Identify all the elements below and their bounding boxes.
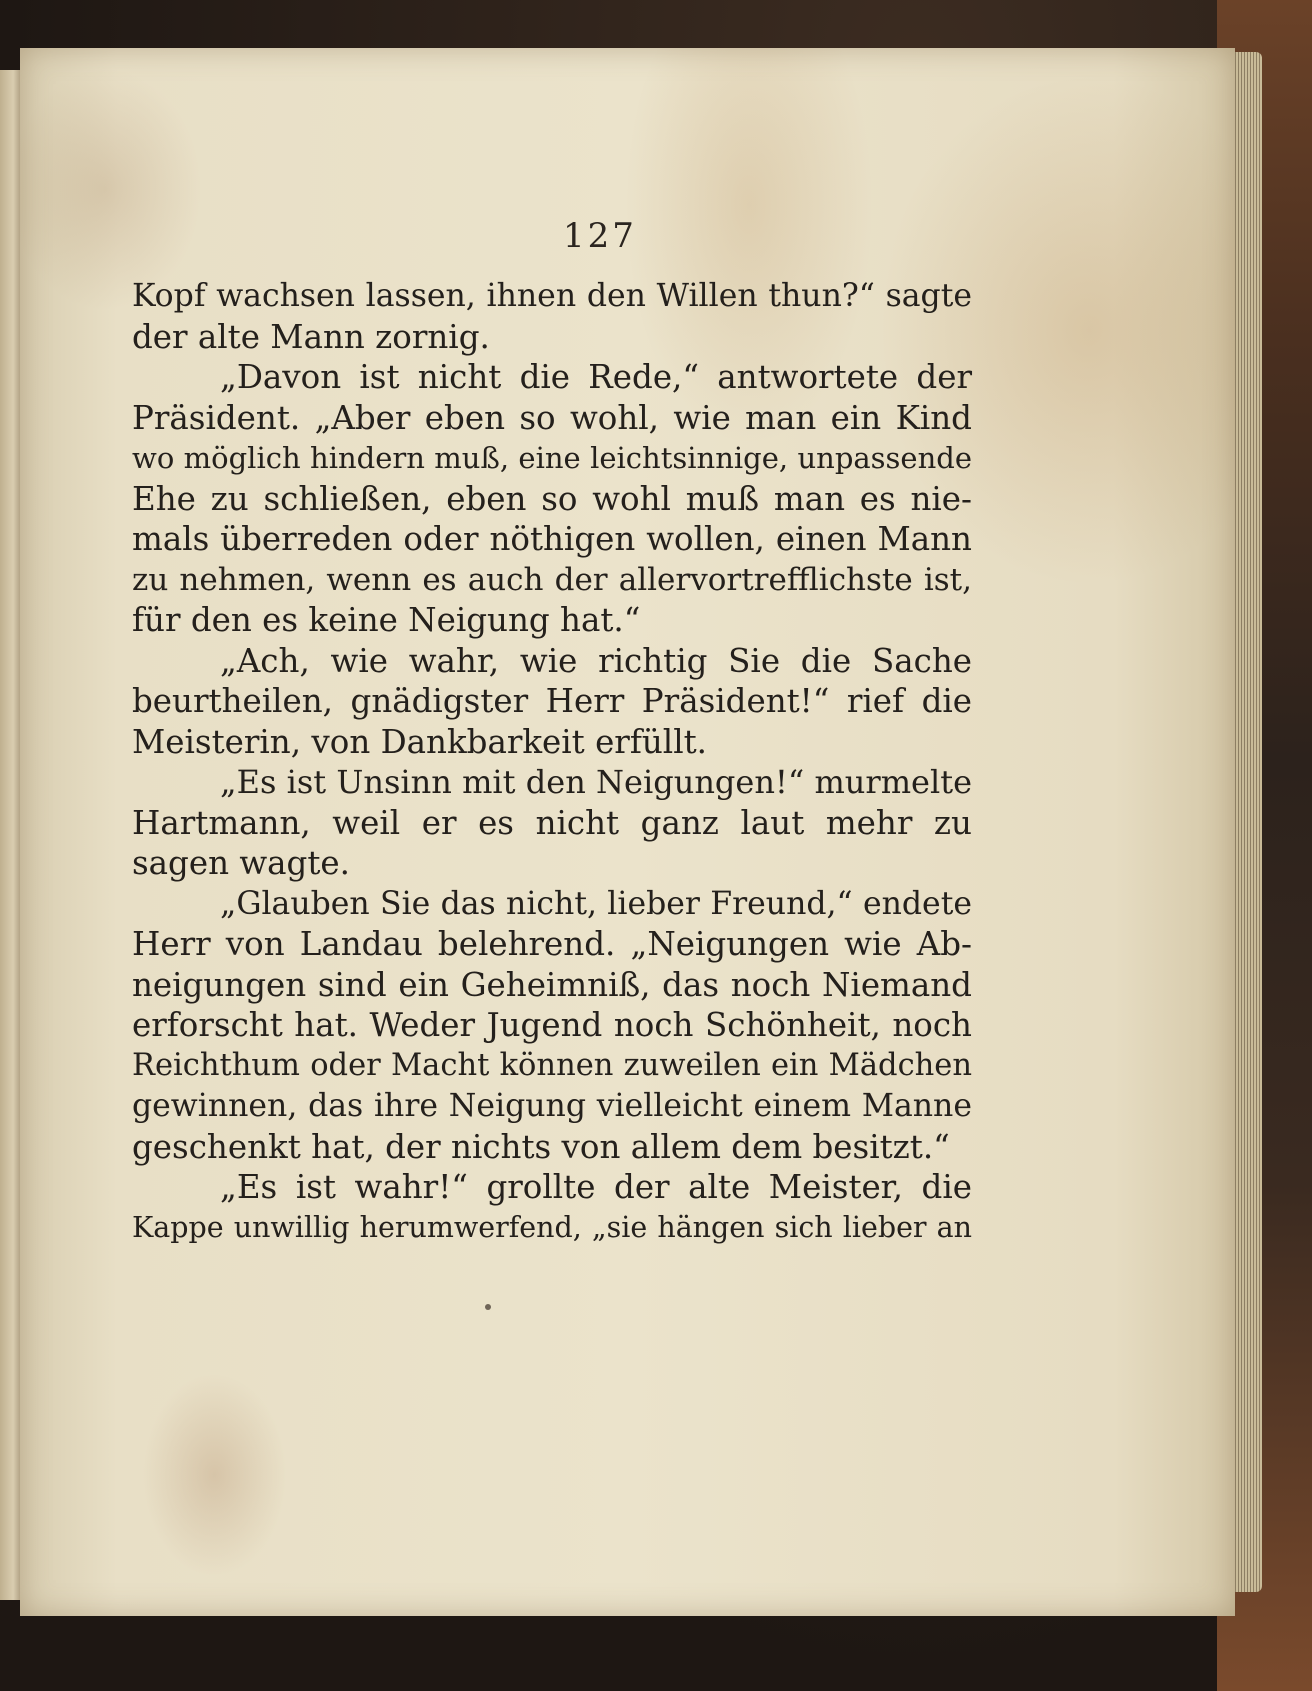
text-line: Kopf wachsen lassen, ihnen den Willen thun?“ sagte (132, 278, 972, 314)
body-text (132, 276, 972, 1248)
text-line: Kappe unwillig herumwerfend, „sie hängen sich lieber an (132, 1210, 972, 1244)
text-line: der alte Mann zornig. (132, 317, 490, 356)
text-line: „Es ist wahr!“ grollte der alte Meister, die (220, 1168, 972, 1206)
text-line: beurtheilen, gnädigster Herr Präsident!“ rief die (132, 682, 972, 720)
text-line: sagen wagte. (132, 844, 350, 882)
text-line: geschenkt hat, der nichts von allem dem besitzt.“ (132, 1127, 950, 1166)
text-line: Reichthum oder Macht können zuweilen ein Mädchen (132, 1047, 972, 1083)
text-line: Ehe zu schließen, eben so wohl muß man es nie- (132, 479, 972, 518)
book-page (20, 48, 1235, 1616)
text-line: Herr von Landau belehrend. „Neigungen wie Ab- (132, 925, 972, 963)
text-line: zu nehmen, wenn es auch der allervortrefflichste ist, (132, 561, 972, 598)
text-line: „Davon ist nicht die Rede,“ antwortete der (220, 358, 972, 396)
text-line: „Ach, wie wahr, wie richtig Sie die Sache (220, 641, 972, 680)
text-line: Meisterin, von Dankbarkeit erfüllt. (132, 722, 707, 761)
text-line: Hartmann, weil er es nicht ganz laut mehr zu (132, 803, 972, 842)
text-line: „Glauben Sie das nicht, lieber Freund,“ endete (220, 885, 972, 922)
text-line: gewinnen, das ihre Neigung vielleicht einem Manne (132, 1088, 972, 1124)
text-line: für den es keine Neigung hat.“ (132, 601, 641, 639)
text-line: mals überreden oder nöthigen wollen, einen Mann (132, 520, 972, 558)
text-line: erforscht hat. Weder Jugend noch Schönheit, noch (132, 1006, 972, 1044)
text-line: neigungen sind ein Geheimniß, das noch Niemand (132, 965, 972, 1004)
text-line: Präsident. „Aber eben so wohl, wie man ein Kind (132, 398, 972, 437)
text-line: wo möglich hindern muß, eine leichtsinnige, unpassende (132, 441, 972, 475)
page-number: 127 (563, 216, 637, 256)
text-line: „Es ist Unsinn mit den Neigungen!“ murmelte (220, 763, 972, 801)
ink-speck (485, 1304, 491, 1310)
